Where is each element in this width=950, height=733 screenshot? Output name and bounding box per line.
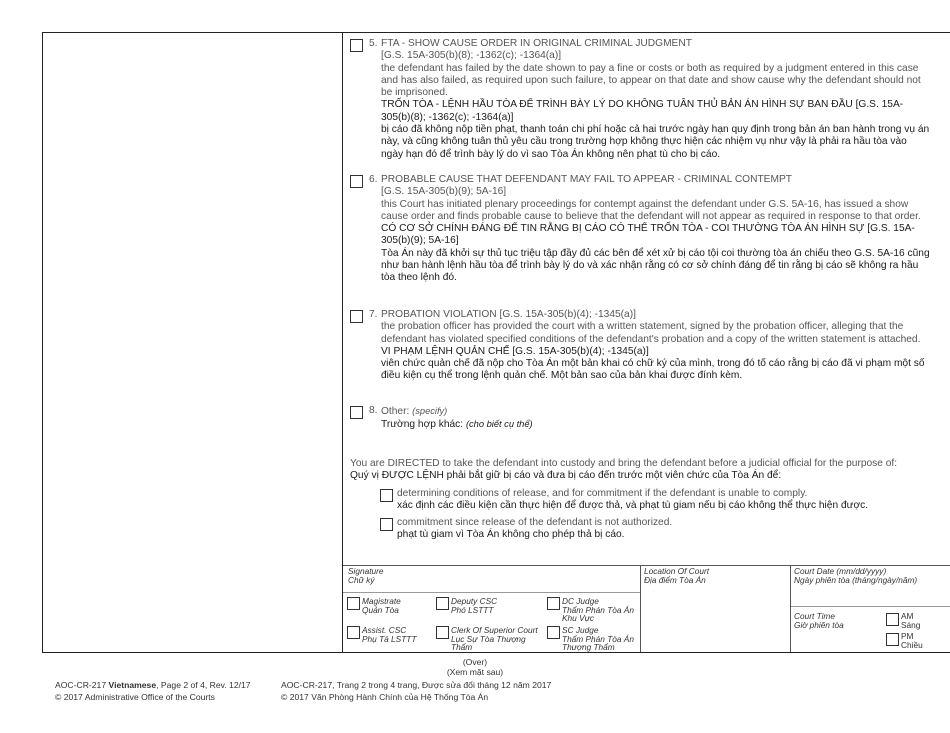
am-option [886, 612, 920, 630]
item-5-number: 5. [369, 38, 378, 49]
sc-judge-label-en: SC Judge [562, 625, 599, 635]
item-7-checkbox[interactable] [350, 310, 363, 323]
court-date-divider [791, 606, 950, 607]
item-5-body-vi: bị cáo đã không nộp tiền phạt, thanh toán chi phí hoặc cả hai trước ngày hạn quy định trong bản án ban hành trong vụ án này, và cũng không tuân thủ yêu cầu trong trường hợp không thực hiện các nhiệm vụ như vậy là phải ra hầu tòa vào ngày hạn đó để trình bày lý do vì sao Tòa Án không nên phạt tù cho bị cáo. [381, 124, 930, 160]
footer-form-id-vi: AOC-CR-217, Trang 2 trong 4 trang, Được sửa đổi tháng 12 năm 2017 [281, 680, 552, 690]
column-divider [342, 32, 343, 652]
item-7-heading-vi: VI PHẠM LỆNH QUẢN CHẾ [G.S. 15A-305(b)(4); -1345(a)] [381, 345, 649, 357]
item-7-number: 7. [369, 309, 378, 320]
item-6 [350, 174, 930, 285]
clerk-superior-court-label-en: Clerk Of Superior Court [451, 625, 538, 635]
item-8-specify-note-en: (specify) [412, 406, 448, 416]
am-label-vi: Sáng [901, 620, 921, 630]
court-time-field[interactable] [794, 612, 844, 630]
sc-judge-checkbox[interactable] [547, 626, 560, 639]
assistant-csc-label-en: Assist. CSC [362, 625, 407, 635]
item-5-citation-en: [G.S. 15A-305(b)(8); -1362(c); -1364(a)] [381, 50, 562, 62]
signature-label-en: Signature [348, 566, 384, 576]
release-conditions-text-en: determining conditions of release, and for commitment if the defendant is unable to comply. [397, 488, 808, 499]
item-6-heading-vi: CÓ CƠ SỞ CHÍNH ĐÁNG ĐỂ TIN RẰNG BỊ CÁO CÓ THỂ TRỐN TÒA - COI THƯỜNG TÒA ÁN HÌNH SỰ [G.S. 15A-305(b)(9); 5A-16] [381, 223, 915, 247]
commitment-text-vi: phạt tù giam vì Tòa Án không cho phép thả bị cáo. [397, 529, 625, 541]
court-date-label-vi: Ngày phiên tòa (tháng/ngày/năm) [794, 575, 918, 585]
location-label-en: Location Of Court [644, 566, 710, 576]
footer-copyright-vi: © 2017 Văn Phòng Hành Chính của Hệ Thống Tòa Án [281, 692, 489, 702]
role-assistant-csc [347, 626, 416, 643]
deputy-csc-checkbox[interactable] [436, 597, 449, 610]
item-8-number: 8. [369, 405, 378, 416]
clerk-superior-court-label-vi: Lục Sự Tòa Thượng Thẩm [451, 633, 526, 653]
form-language: Vietnamese [108, 680, 157, 690]
signature-label-vi: Chữ ký [348, 575, 375, 585]
item-5 [350, 38, 930, 161]
am-checkbox[interactable] [886, 613, 899, 626]
directed-option-release [380, 488, 940, 513]
item-5-heading-en: FTA - SHOW CAUSE ORDER IN ORIGINAL CRIMINAL JUDGMENT [381, 38, 692, 49]
commitment-text-en: commitment since release of the defendant is not authorized. [397, 517, 673, 528]
item-5-heading-vi: TRỐN TÒA - LỆNH HẦU TÒA ĐỂ TRÌNH BÀY LÝ DO KHÔNG TUÂN THỦ BẢN ÁN HÌNH SỰ BAN ĐẦU [G.S. 15A-305(b)(8); -1362(c); -1364(a)] [381, 99, 904, 123]
item-6-heading-en: PROBABLE CAUSE THAT DEFENDANT MAY FAIL TO APPEAR - CRIMINAL CONTEMPT [381, 174, 792, 185]
clerk-superior-court-checkbox[interactable] [436, 626, 449, 639]
item-8-heading-vi: Trường hợp khác: [381, 419, 464, 431]
am-label-en: AM [901, 611, 914, 621]
signature-block-divider-2 [790, 565, 791, 652]
magistrate-label-en: Magistrate [362, 596, 401, 606]
item-8-specify-note-vi: (cho biết cụ thể) [465, 419, 533, 430]
magistrate-label-vi: Quản Tòa [362, 604, 399, 615]
signature-line [343, 592, 640, 593]
assistant-csc-checkbox[interactable] [347, 626, 360, 639]
role-clerk-superior-court [436, 626, 544, 652]
item-7 [350, 309, 930, 383]
item-6-citation-en: [G.S. 15A-305(b)(9); 5A-16] [381, 186, 507, 198]
directed-section [350, 458, 940, 483]
dc-judge-label-vi: Thẩm Phán Tòa Án Khu Vực [562, 604, 634, 624]
role-deputy-csc [436, 597, 497, 614]
item-8-checkbox[interactable] [350, 406, 363, 419]
assistant-csc-label-vi: Phụ Tá LSTTT [362, 633, 417, 644]
form-border-left [42, 32, 43, 652]
pm-label-en: PM [901, 631, 914, 641]
item-5-checkbox[interactable] [350, 39, 363, 52]
directed-text-en: You are DIRECTED to take the defendant into custody and bring the defendant before a judicial official for the purpose of: [350, 458, 898, 469]
pm-option [886, 632, 923, 650]
deputy-csc-label-vi: Phó LSTTT [451, 604, 494, 615]
role-magistrate [347, 597, 401, 614]
item-6-checkbox[interactable] [350, 175, 363, 188]
footer-form-id-en [55, 679, 251, 691]
item-5-body-en: the defendant has failed by the date shown to pay a fine or costs or both as required by a judgment entered in this case and has also failed, as required upon such failure, to appear on that date and show cause why the defendant should not be imprisoned. [381, 62, 921, 99]
over-notice [0, 658, 950, 677]
item-7-body-en: the probation officer has provided the court with a written statement, signed by the probation officer, alleging that the defendant has violated specified conditions of the defendant's probation and a copy of the written statement is attached. [381, 321, 921, 345]
directed-text-vi: Quý vị ĐƯỢC LỆNH phải bắt giữ bị cáo và đưa bị cáo đến trước một viên chức của Tòa Án để: [350, 470, 782, 482]
location-of-court-field[interactable] [644, 567, 709, 585]
release-conditions-text-vi: xác định các điều kiện cần thực hiện để được thả, và phạt tù giam nếu bị cáo không thể thực hiện được. [397, 500, 869, 512]
pm-label-vi: Chiều [901, 640, 923, 650]
magistrate-checkbox[interactable] [347, 597, 360, 610]
role-dc-judge [547, 597, 635, 623]
sc-judge-label-vi: Thẩm Phán Tòa Án Thượng Thẩm [562, 633, 634, 653]
form-number: AOC-CR-217 [55, 680, 107, 690]
release-conditions-checkbox[interactable] [380, 489, 393, 502]
court-time-label-vi: Giờ phiên tòa [794, 620, 844, 630]
dc-judge-checkbox[interactable] [547, 597, 560, 610]
signature-field[interactable] [348, 567, 384, 585]
item-6-number: 6. [369, 174, 378, 185]
form-border-bottom [42, 652, 950, 653]
court-date-label-en: Court Date (mm/dd/yyyy) [794, 566, 887, 576]
item-8-heading-en: Other: [381, 406, 410, 417]
item-7-heading-en: PROBATION VIOLATION [G.S. 15A-305(b)(4); -1345(a)] [381, 309, 636, 320]
item-8 [350, 405, 930, 432]
pm-checkbox[interactable] [886, 633, 899, 646]
court-time-label-en: Court Time [794, 611, 835, 621]
directed-option-commitment [380, 517, 940, 542]
footer-copyright-en: © 2017 Administrative Office of the Courts [55, 692, 215, 702]
item-6-body-vi: Tòa Án này đã khởi sự thủ tục triệu tập đầy đủ các bên để xét xử bị cáo tội coi thường tòa án chiếu theo G.S. 5A-16 cũng như ban hành lệnh hầu tòa để trình bày lý do và xác nhận rằng có cơ sở chính đáng để tin rằng bị cáo sẽ không ra hầu tòa theo lệnh đó. [381, 247, 930, 284]
item-6-body-en: this Court has initiated plenary proceedings for contempt against the defendant under G.S. 5A-16, has issued a show cause order and finds probable cause to believe that the defendant will not appear as required in response to that order. [381, 198, 921, 222]
over-label-en: (Over) [462, 657, 488, 667]
dc-judge-label-en: DC Judge [562, 596, 599, 606]
item-7-body-vi: viên chức quản chế đã nộp cho Tòa Án một bản khai có chữ ký của mình, trong đó tố cáo rằng bị cáo đã vi phạm một số điều kiện cụ thể trong lệnh quản chế. Một bản sao của bản khai được đính kèm. [381, 358, 925, 382]
court-date-field[interactable] [794, 567, 917, 585]
role-sc-judge [547, 626, 639, 652]
location-label-vi: Địa điểm Tòa Án [644, 575, 706, 585]
form-page-revision: , Page 2 of 4, Rev. 12/17 [156, 680, 251, 690]
commitment-checkbox[interactable] [380, 518, 393, 531]
signature-block-divider-1 [640, 565, 641, 652]
over-label-vi: (Xem mặt sau) [446, 666, 504, 677]
form-border-top [42, 32, 950, 33]
deputy-csc-label-en: Deputy CSC [451, 596, 498, 606]
